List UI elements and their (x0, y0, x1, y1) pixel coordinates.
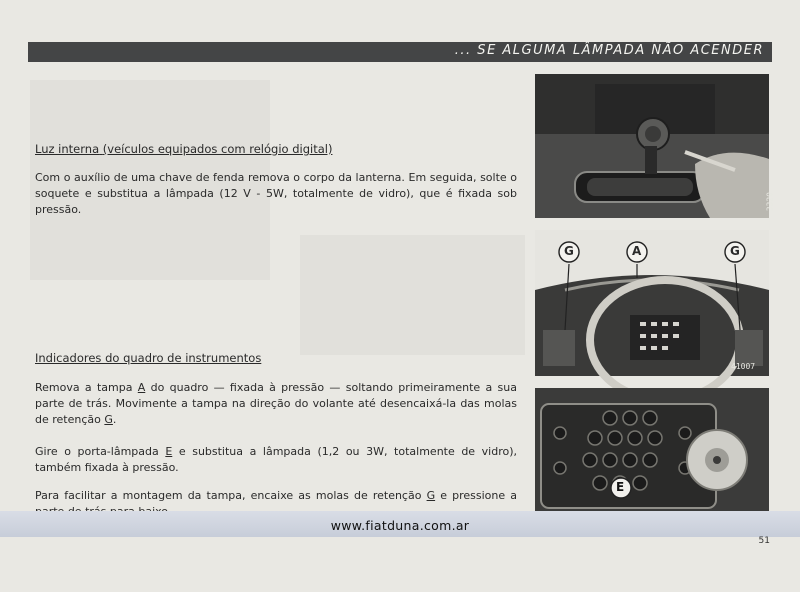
photo-number: 3320 (765, 192, 774, 212)
paragraph-remova-tampa (35, 380, 517, 428)
label-e: E (616, 480, 625, 494)
section-title-indicadores: Indicadores do quadro de instrumentos (35, 351, 262, 365)
text: Para facilitar a montagem da tampa, encaixe as molas de retenção (35, 489, 427, 502)
section-title-note: (veículos equipados com relógio digital) (102, 142, 333, 156)
section-title-text: Luz interna (35, 142, 100, 156)
section-title-luz-interna (35, 142, 332, 156)
photo-instrument-cluster-back (535, 388, 769, 524)
photo-number: 41007 (731, 362, 756, 371)
label-g: G (426, 489, 436, 502)
label-g-left: G (564, 244, 574, 258)
text: . (112, 413, 117, 426)
label-g: G (104, 413, 113, 426)
paragraph-luz-interna: Com o auxílio de uma chave de fenda remova o corpo da lanterna. Em seguida, solte o soquete e substitua a lâmpada (12 V - 5W, totalmente de vidro), que é fixada sob pressão. (35, 171, 517, 216)
label-e: E (165, 445, 173, 458)
paragraph-gire-porta-lampada (35, 444, 517, 476)
text: e pressione a (440, 489, 517, 502)
website-link[interactable]: www.fiatduna.com.ar (330, 518, 470, 533)
label-g-right: G (730, 244, 740, 258)
photo-interior-light-drawing (535, 74, 769, 218)
text: Gire o porta-lâmpada (35, 445, 166, 458)
text: e substitua a lâmpada (1,2 ou 3W, totalmente de vidro), também fixada à pressão. (35, 445, 517, 474)
page-number: 51 (758, 536, 770, 546)
text: Remova a tampa (35, 381, 138, 394)
photo-cluster-drawing (535, 388, 769, 524)
header-title: ... SE ALGUMA LÂMPADA NÃO ACENDER (454, 43, 764, 58)
bleed-through-shade (300, 235, 525, 355)
text: do quadro — fixada à pressão — soltando primeiramente a sua parte de trás. Movimente a tampa na direção do volante até desencaixá-la das molas de retenção (35, 381, 517, 426)
label-a: A (137, 381, 146, 394)
photo-instrument-panel (535, 230, 769, 376)
label-a: A (632, 244, 642, 258)
photo-interior-light (535, 74, 774, 218)
header-bar (28, 42, 772, 62)
